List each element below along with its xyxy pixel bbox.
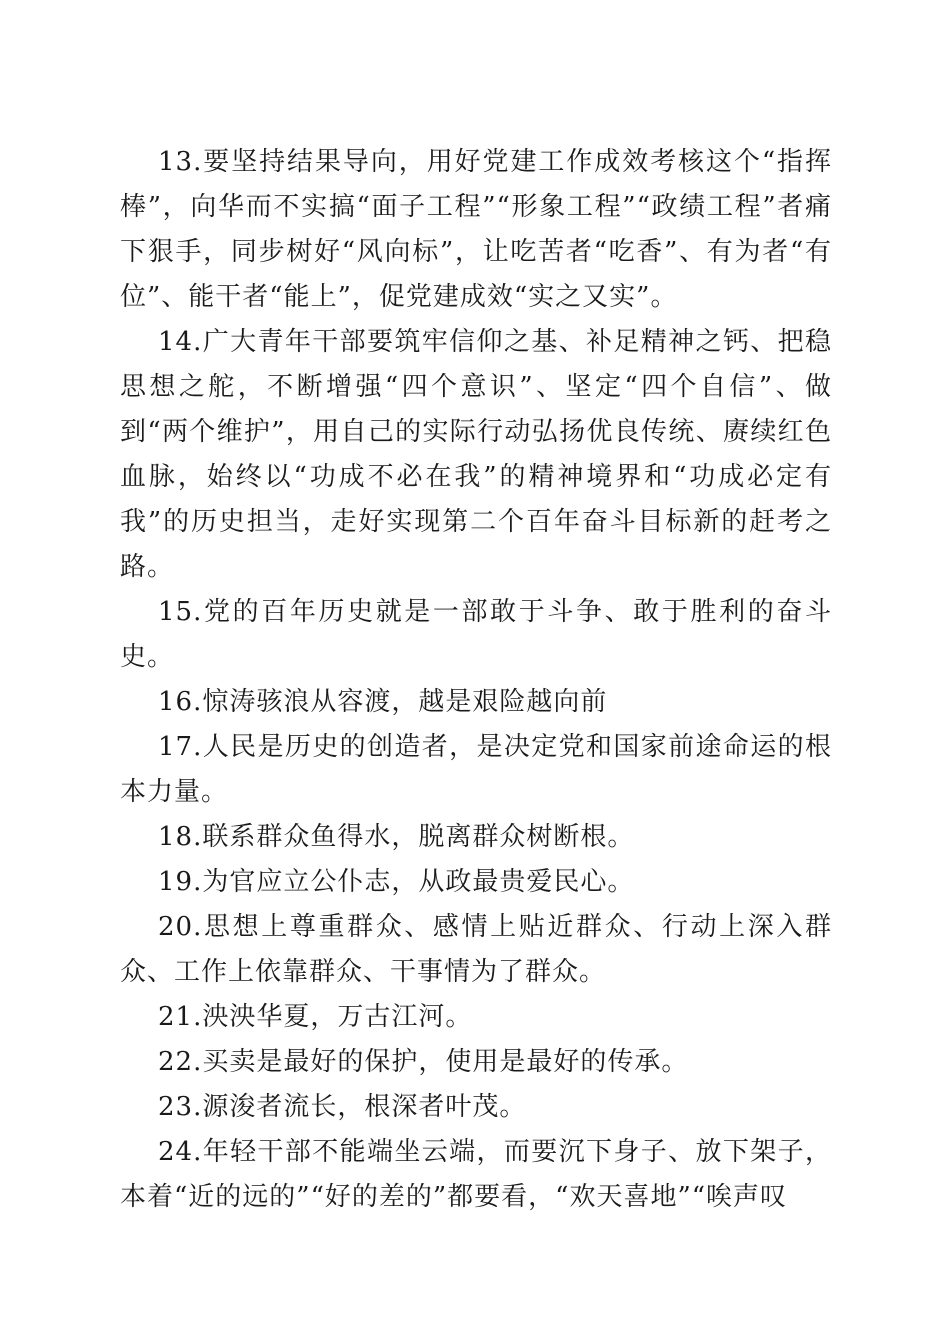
document-body xyxy=(120,140,832,1220)
paragraph-21: 21.泱泱华夏，万古江河。 xyxy=(158,1002,473,1032)
paragraph-23: 23.源浚者流长，根深者叶茂。 xyxy=(158,1092,527,1122)
paragraph-13: 13.要坚持结果导向，用好党建工作成效考核这个“指挥棒”，向华而不实搞“面子工程”“形象工程”“政绩工程”者痛下狠手，同步树好“风向标”，让吃苦者“吃香”、有为者“有位”、能干者“能上”，促党建成效“实之又实”。 xyxy=(120,147,832,312)
paragraph-18: 18.联系群众鱼得水，脱离群众树断根。 xyxy=(158,822,635,852)
paragraph-14: 14.广大青年干部要筑牢信仰之基、补足精神之钙、把稳思想之舵，不断增强“四个意识”、坚定“四个自信”、做到“两个维护”，用自己的实际行动弘扬优良传统、赓续红色血脉，始终以“功成不必在我”的精神境界和“功成必定有我”的历史担当，走好实现第二个百年奋斗目标新的赶考之路。 xyxy=(120,327,832,582)
paragraph-16: 16.惊涛骇浪从容渡，越是艰险越向前 xyxy=(158,687,608,717)
paragraph-17: 17.人民是历史的创造者，是决定党和国家前途命运的根本力量。 xyxy=(120,732,832,807)
paragraph-19: 19.为官应立公仆志，从政最贵爱民心。 xyxy=(158,867,635,897)
paragraph-24: 24.年轻干部不能端坐云端，而要沉下身子、放下架子，本着“近的远的”“好的差的”都要看，“欢天喜地”“唉声叹 xyxy=(120,1137,832,1212)
paragraph-22: 22.买卖是最好的保护，使用是最好的传承。 xyxy=(158,1047,689,1077)
paragraph-15: 15.党的百年历史就是一部敢于斗争、敢于胜利的奋斗史。 xyxy=(120,597,832,672)
paragraph-20: 20.思想上尊重群众、感情上贴近群众、行动上深入群众、工作上依靠群众、干事情为了群众。 xyxy=(120,912,832,987)
